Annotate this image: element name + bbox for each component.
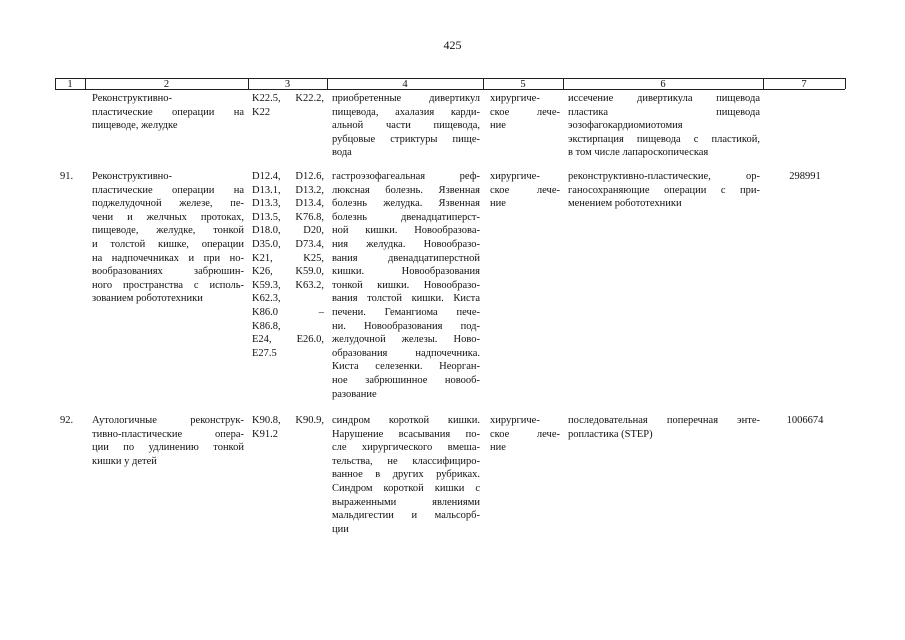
header-divider [845,78,846,89]
row-3-diag-line: ции [332,523,349,535]
row-1-method-line: экстирпация пищевода с пластикой, [568,133,760,145]
row-3-num-line: 92. [60,415,74,426]
row-2-diag-line: кишки. Новообразования [332,266,480,278]
row-2-name-line: Реконструктивно- [92,171,173,182]
row-2-codes-line: K62.3, [252,293,281,305]
row-1-name-line: пищеводе, желудке [92,120,178,132]
row-3-codes-line: K91.2 [252,428,278,440]
column-header-7: 7 [801,79,807,90]
row-2-codes-line: K86.8, [252,320,281,332]
row-2-name-line: поджелудочной железе, пе- [92,198,244,210]
row-2-name-line: и толстой кишке, операции [92,239,244,250]
row-2-diag-line: Киста селезенки. Неорган- [332,361,480,373]
row-2-diag-line: вания двенадцатиперстной [332,252,480,264]
row-2-name-line: пластические операции на [92,184,244,196]
row-1-diag-line: альной части пищевода, [332,120,480,132]
row-3-codes-line: K90.8, K90.9, [252,415,324,426]
row-2-name-line: зованием робототехники [92,293,203,305]
row-1-diag-line: вода [332,147,352,159]
row-2-diag-line: ной кишки. Новообразова- [332,225,480,237]
row-2-diag-line: образования надпочечника. [332,347,480,359]
row-1-type-line: хирургиче- [490,93,540,104]
row-3-cost-line: 1006674 [786,415,824,426]
row-2-diag-line: ния желудка. Новообразо- [332,239,480,250]
row-2-cost-line: 298991 [789,171,821,182]
row-2-diag-line: болезнь желудка. Язвенная [332,198,480,210]
row-2-codes-line: K59.3, K63.2, [252,279,324,291]
row-2-method-line: реконструктивно-пластические, ор- [568,171,760,182]
row-1-diag-line: приобретенные дивертикул [332,93,480,104]
row-2-diag-line: разование [332,388,377,400]
row-1-method-line: пластика пищевода [568,106,760,118]
column-header-4: 4 [402,79,408,90]
row-3-diag-line: ванное в других рубриках. [332,469,480,481]
row-2-codes-line: D12.4, D12.6, [252,171,324,182]
row-2-name-line: на надпочечниках и при но- [92,252,244,264]
row-1-type-line: ское лече- [490,106,560,118]
row-3-diag-line: Нарушение всасывания по- [332,428,480,440]
row-1-method-line: в том числе лапароскопическая [568,147,709,159]
row-3-method-line: последовательная поперечная энте- [568,415,760,426]
column-header-6: 6 [660,79,666,90]
row-3-type-line: ние [490,442,506,454]
row-2-diag-line: ное забрюшинное новооб- [332,375,480,386]
page-number: 425 [443,38,462,52]
row-2-codes-line: D13.1, D13.2, [252,184,324,196]
column-header-1: 1 [67,79,73,90]
row-2-type-line: хирургиче- [490,171,540,182]
row-3-diag-line: синдром короткой кишки. [332,415,480,426]
row-3-type-line: хирургиче- [490,415,540,426]
row-2-codes-line: D13.3, D13.4, [252,198,324,210]
row-1-codes-line: K22 [252,106,271,118]
row-2-codes-line: D35.0, D73.4, [252,239,324,250]
row-2-codes-line: D13.5, K76.8, [252,211,324,223]
row-1-diag-line: рубцовые стриктуры пище- [332,133,480,145]
row-3-method-line: ропластика (STEP) [568,428,653,440]
row-2-num-line: 91. [60,171,74,182]
row-2-codes-line: K21, K25, [252,252,324,264]
row-2-codes-line: E24, E26.0, [252,334,324,346]
row-2-method-line: менением робототехники [568,198,682,210]
row-1-name-line: пластические операции на [92,106,244,118]
row-2-diag-line: гастроэзофагеальная реф- [332,171,480,182]
row-3-diag-line: сле хирургического вмеша- [332,442,480,454]
row-3-name-line: тивно-пластические опера- [92,428,244,440]
row-3-name-line: кишки у детей [92,455,157,467]
row-2-diag-line: тонкой кишки. Новообразо- [332,279,480,291]
row-1-name-line: Реконструктивно- [92,93,173,104]
row-2-diag-line: печени. Гемангиома пече- [332,307,480,318]
row-3-diag-line: Синдром короткой кишки с [332,483,480,494]
row-1-diag-line: пищевода, ахалазия карди- [332,106,480,118]
row-2-codes-line: K86.0 – [252,307,324,318]
column-header-5: 5 [520,79,526,90]
column-header-2: 2 [163,79,170,90]
row-2-name-line: пищеводе, желудке, тонкой [92,225,244,237]
column-header-3: 3 [284,79,291,90]
row-2-name-line: вообразованиях забрюшин- [92,266,244,278]
row-2-type-line: ние [490,198,506,210]
row-2-diag-line: вания толстой кишки. Киста [332,293,480,305]
row-3-diag-line: выраженными явлениями [332,496,480,508]
row-2-diag-line: болезнь двенадцатиперст- [332,211,480,223]
row-2-type-line: ское лече- [490,184,560,196]
row-1-method-line: эозофагокардиомиотомия [568,120,683,132]
row-1-codes-line: K22.5, K22.2, [252,93,324,104]
row-2-method-line: ганосохраняющие операции с при- [568,184,760,196]
row-2-codes-line: E27.5 [252,347,277,359]
row-3-diag-line: тельства, не классифициро- [332,455,480,467]
row-2-diag-line: люксная болезнь. Язвенная [332,184,480,196]
row-2-diag-line: желудочной железы. Ново- [332,334,480,346]
row-2-name-line: ного пространства с исполь- [92,279,244,291]
row-2-codes-line: D18.0, D20, [252,225,324,237]
row-3-name-line: Аутологичные реконструк- [92,415,244,426]
row-2-codes-line: K26, K59.0, [252,266,324,278]
row-3-diag-line: мальдигестии и мальсорб- [332,510,480,522]
row-3-type-line: ское лече- [490,428,560,440]
row-1-method-line: иссечение дивертикула пищевода [568,93,760,104]
row-1-type-line: ние [490,120,506,132]
row-2-name-line: чени и желчных протоках, [92,211,244,223]
row-2-diag-line: ни. Новообразования под- [332,320,480,332]
row-3-name-line: ции по удлинению тонкой [92,442,244,454]
